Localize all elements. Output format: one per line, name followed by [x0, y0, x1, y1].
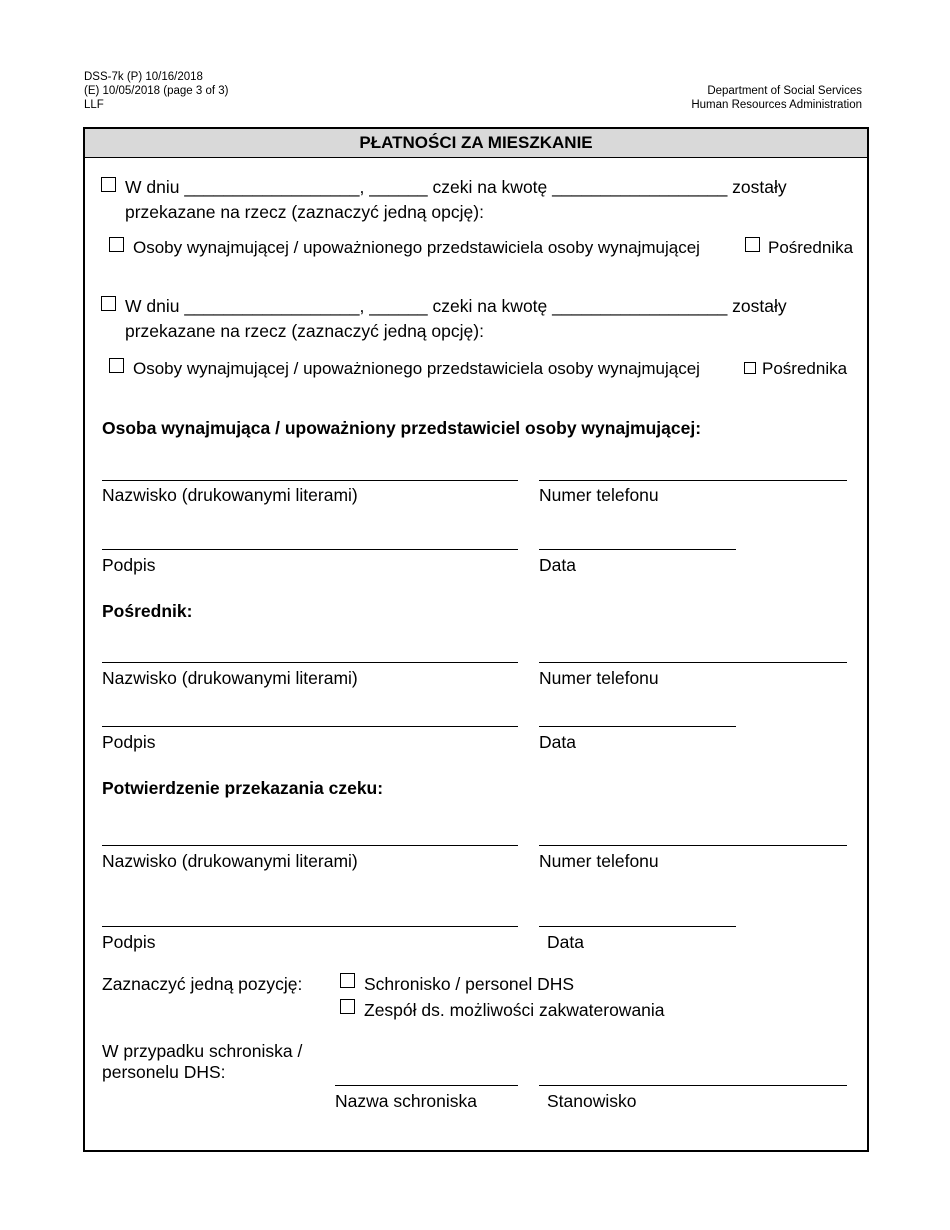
- form-identifier: [84, 70, 229, 112]
- form-edition: (E) 10/05/2018 (page 3 of 3): [84, 85, 229, 97]
- broker-name-label: Nazwisko (drukowanymi literami): [102, 668, 358, 688]
- payment-2-landlord-option: Osoby wynajmującej / upoważnionego przedstawiciela osoby wynajmującej: [133, 359, 700, 378]
- form-code: LLF: [84, 99, 104, 111]
- confirmation-phone-label: Numer telefonu: [539, 851, 659, 871]
- position-line[interactable]: [539, 1085, 847, 1086]
- confirmation-heading: Potwierdzenie przekazania czeku:: [102, 778, 384, 798]
- shelter-case-label-2: personelu DHS:: [102, 1062, 226, 1082]
- payment-2-checkbox[interactable]: [101, 296, 116, 311]
- shelter-name-line[interactable]: [335, 1085, 518, 1086]
- housing-team-checkbox[interactable]: [340, 999, 355, 1014]
- payment-1-line-1: W dniu __________________, ______ czeki na kwotę __________________ zostały: [125, 177, 787, 197]
- agency-name: [691, 84, 862, 112]
- agency-line-1: Department of Social Services: [707, 85, 862, 97]
- confirmation-phone-line[interactable]: [539, 845, 847, 846]
- payment-1-landlord-checkbox[interactable]: [109, 237, 124, 252]
- broker-phone-label: Numer telefonu: [539, 668, 659, 688]
- housing-payments-form: [83, 127, 869, 1152]
- broker-date-line[interactable]: [539, 726, 736, 727]
- payment-2-broker-option: Pośrednika: [762, 359, 848, 378]
- landlord-name-line[interactable]: [102, 480, 518, 481]
- landlord-phone-line[interactable]: [539, 480, 847, 481]
- landlord-signature-line[interactable]: [102, 549, 518, 550]
- confirmation-signature-label: Podpis: [102, 932, 156, 952]
- landlord-signature-label: Podpis: [102, 555, 156, 575]
- landlord-heading: Osoba wynajmująca / upoważniony przedstawiciel osoby wynajmującej:: [102, 418, 702, 438]
- landlord-name-label: Nazwisko (drukowanymi literami): [102, 485, 358, 505]
- shelter-staff-checkbox[interactable]: [340, 973, 355, 988]
- broker-signature-label: Podpis: [102, 732, 156, 752]
- shelter-case-label-1: W przypadku schroniska /: [102, 1041, 303, 1061]
- housing-team-option: Zespół ds. możliwości zakwaterowania: [364, 1000, 665, 1020]
- payment-1-checkbox[interactable]: [101, 177, 116, 192]
- payment-1-line-2: przekazane na rzecz (zaznaczyć jedną opcję):: [125, 202, 484, 222]
- confirmation-signature-line[interactable]: [102, 926, 518, 927]
- broker-signature-line[interactable]: [102, 726, 518, 727]
- broker-name-line[interactable]: [102, 662, 518, 663]
- payment-1-broker-checkbox[interactable]: [745, 237, 760, 252]
- position-label: Stanowisko: [547, 1091, 637, 1111]
- confirmation-date-label: Data: [547, 932, 584, 952]
- agency-line-2: Human Resources Administration: [691, 99, 862, 111]
- payment-1-landlord-option: Osoby wynajmującej / upoważnionego przedstawiciela osoby wynajmującej: [133, 238, 700, 257]
- broker-date-label: Data: [539, 732, 576, 752]
- broker-phone-line[interactable]: [539, 662, 847, 663]
- payment-2-line-2: przekazane na rzecz (zaznaczyć jedną opcję):: [125, 321, 484, 341]
- payment-1-broker-option: Pośrednika: [768, 238, 854, 257]
- form-id: DSS-7k (P) 10/16/2018: [84, 71, 203, 83]
- landlord-phone-label: Numer telefonu: [539, 485, 659, 505]
- shelter-name-label: Nazwa schroniska: [335, 1091, 477, 1111]
- landlord-date-line[interactable]: [539, 549, 736, 550]
- confirmation-date-line[interactable]: [539, 926, 736, 927]
- confirmation-name-line[interactable]: [102, 845, 518, 846]
- shelter-staff-option: Schronisko / personel DHS: [364, 974, 575, 994]
- broker-heading: Pośrednik:: [102, 601, 193, 621]
- payment-2-broker-checkbox[interactable]: [744, 362, 756, 374]
- confirmation-name-label: Nazwisko (drukowanymi literami): [102, 851, 358, 871]
- payment-2-landlord-checkbox[interactable]: [109, 358, 124, 373]
- form-title: PŁATNOŚCI ZA MIESZKANIE: [85, 129, 867, 158]
- select-one-label: Zaznaczyć jedną pozycję:: [102, 974, 303, 994]
- payment-2-line-1: W dniu __________________, ______ czeki na kwotę __________________ zostały: [125, 296, 787, 316]
- landlord-date-label: Data: [539, 555, 576, 575]
